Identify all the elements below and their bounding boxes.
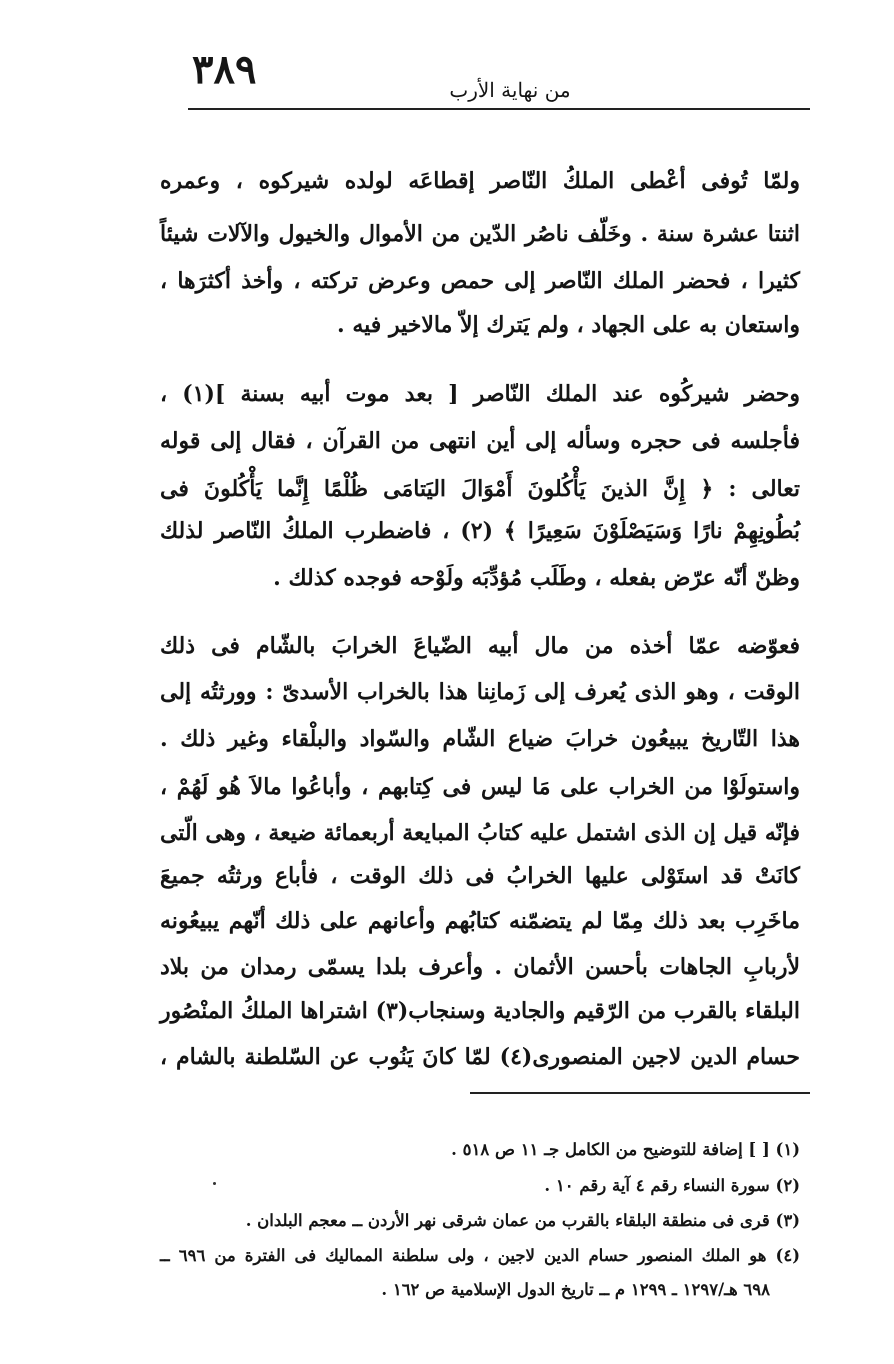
- body-line: وحضر شيركُوه عند الملك النّاصر [ بعد موت أبيه بسنة ](١) ،: [160, 381, 800, 407]
- body-line: البلقاء بالقرب من الرّقيم والجادية وسنجاب(٣) اشتراها الملكُ المنْصُور: [160, 998, 801, 1024]
- body-line: تعالى : ﴿ إِنَّ الذينَ يَأْكُلونَ أَمْوَالَ اليَتامَى ظُلْمًا إِنَّما يَأْكُلونَ فى: [160, 476, 800, 502]
- body-line: الوقت ، وهو الذى يُعرف إلى زَمانِنا هذا بالخراب الأسدىّ : وورثتُه إلى: [160, 679, 800, 705]
- footnote-4-continued: ٦٩٨ هـ/١٢٩٧ ـ ١٢٩٩ م ــ تاريخ الدول الإسلامية ص ١٦٢ .: [381, 1280, 770, 1299]
- body-line: فأجلسه فى حجره وسأله إلى أين انتهى من القرآن ، فقال إلى قوله: [160, 428, 800, 454]
- body-line: ولمّا تُوفى أعْطى الملكُ النّاصر إقطاعَه لولده شيركوه ، وعمره: [160, 168, 800, 194]
- body-line: اثنتا عشرة سنة . وخَلّف ناصُر الدّين من الأموال والخيول والآلات شيئاً: [160, 221, 800, 247]
- footnote-rule: [470, 1092, 810, 1094]
- running-title: من نهاية الأرب: [449, 78, 571, 102]
- body-line: كانَتْ قد استَوْلى عليها الخرابُ فى ذلك الوقت ، فأباع ورثتُه جميعَ: [160, 863, 800, 889]
- body-line: فإنّه قيل إن الذى اشتمل عليه كتابُ المبايعة أربعمائة ضيعة ، وهى الّتى: [159, 820, 800, 846]
- footnote-3: (٣) قرى فى منطقة البلقاء بالقرب من عمان شرقى نهر الأردن ــ معجم البلدان .: [245, 1211, 800, 1230]
- body-line: هذا التّاريخ يبيعُون خرابَ ضياع الشّام والسّواد والبلْقاء وغير ذلك .: [160, 726, 800, 752]
- body-line: بُطُونِهِمْ نارًا وَسَيَصْلَوْنَ سَعِيرًا ﴾ (٢) ، فاضطرب الملكُ النّاصر لذلك: [160, 518, 800, 544]
- body-line: حسام الدين لاجين المنصورى(٤) لمّا كانَ يَنُوب عن السّلطنة بالشام ،: [160, 1044, 800, 1070]
- footnote-2: (٢) سورة النساء رقم ٤ آية رقم ١٠ .: [544, 1176, 800, 1195]
- footnote-4: (٤) هو الملك المنصور حسام الدين لاجين ، ولى سلطنة المماليك فى الفترة من ٦٩٦ ــ: [160, 1246, 800, 1265]
- header-rule: [188, 108, 810, 110]
- body-line: واستولَوْا من الخراب على مَا ليس فى كِتابهم ، وأباعُوا مالاَ هُو لَهُمْ ،: [160, 774, 800, 800]
- body-line: واستعان به على الجهاد ، ولم يَترك إلاّ مالاخير فيه .: [337, 312, 800, 338]
- footnote-1: (١) [ ] إضافة للتوضيح من الكامل جـ ١١ ص ٥١٨ .: [451, 1140, 800, 1159]
- scan-speck: [213, 1182, 216, 1185]
- body-line: لأربابِ الجاهات بأحسن الأثمان . وأعرف بلدا يسمّى رمدان من بلاد: [160, 954, 800, 980]
- body-line: ماخَرِب بعد ذلك مِمّا لم يتضمّنه كتابُهم وأعانهم على ذلك أنّهم يبيعُونه: [160, 908, 800, 934]
- page-number: ٣٨٩: [192, 46, 257, 93]
- body-line: فعوّضه عمّا أخذه من مال أبيه الضّياعَ الخرابَ بالشّام فى ذلك: [160, 633, 800, 659]
- body-line: وظنّ أنّه عرّض بفعله ، وطَلَب مُؤدِّبَه ولَوْحه فوجده كذلك .: [273, 565, 800, 591]
- body-line: كثيرا ، فحضر الملك النّاصر إلى حمص وعرض تركته ، وأخذ أكثرَها ،: [160, 268, 800, 294]
